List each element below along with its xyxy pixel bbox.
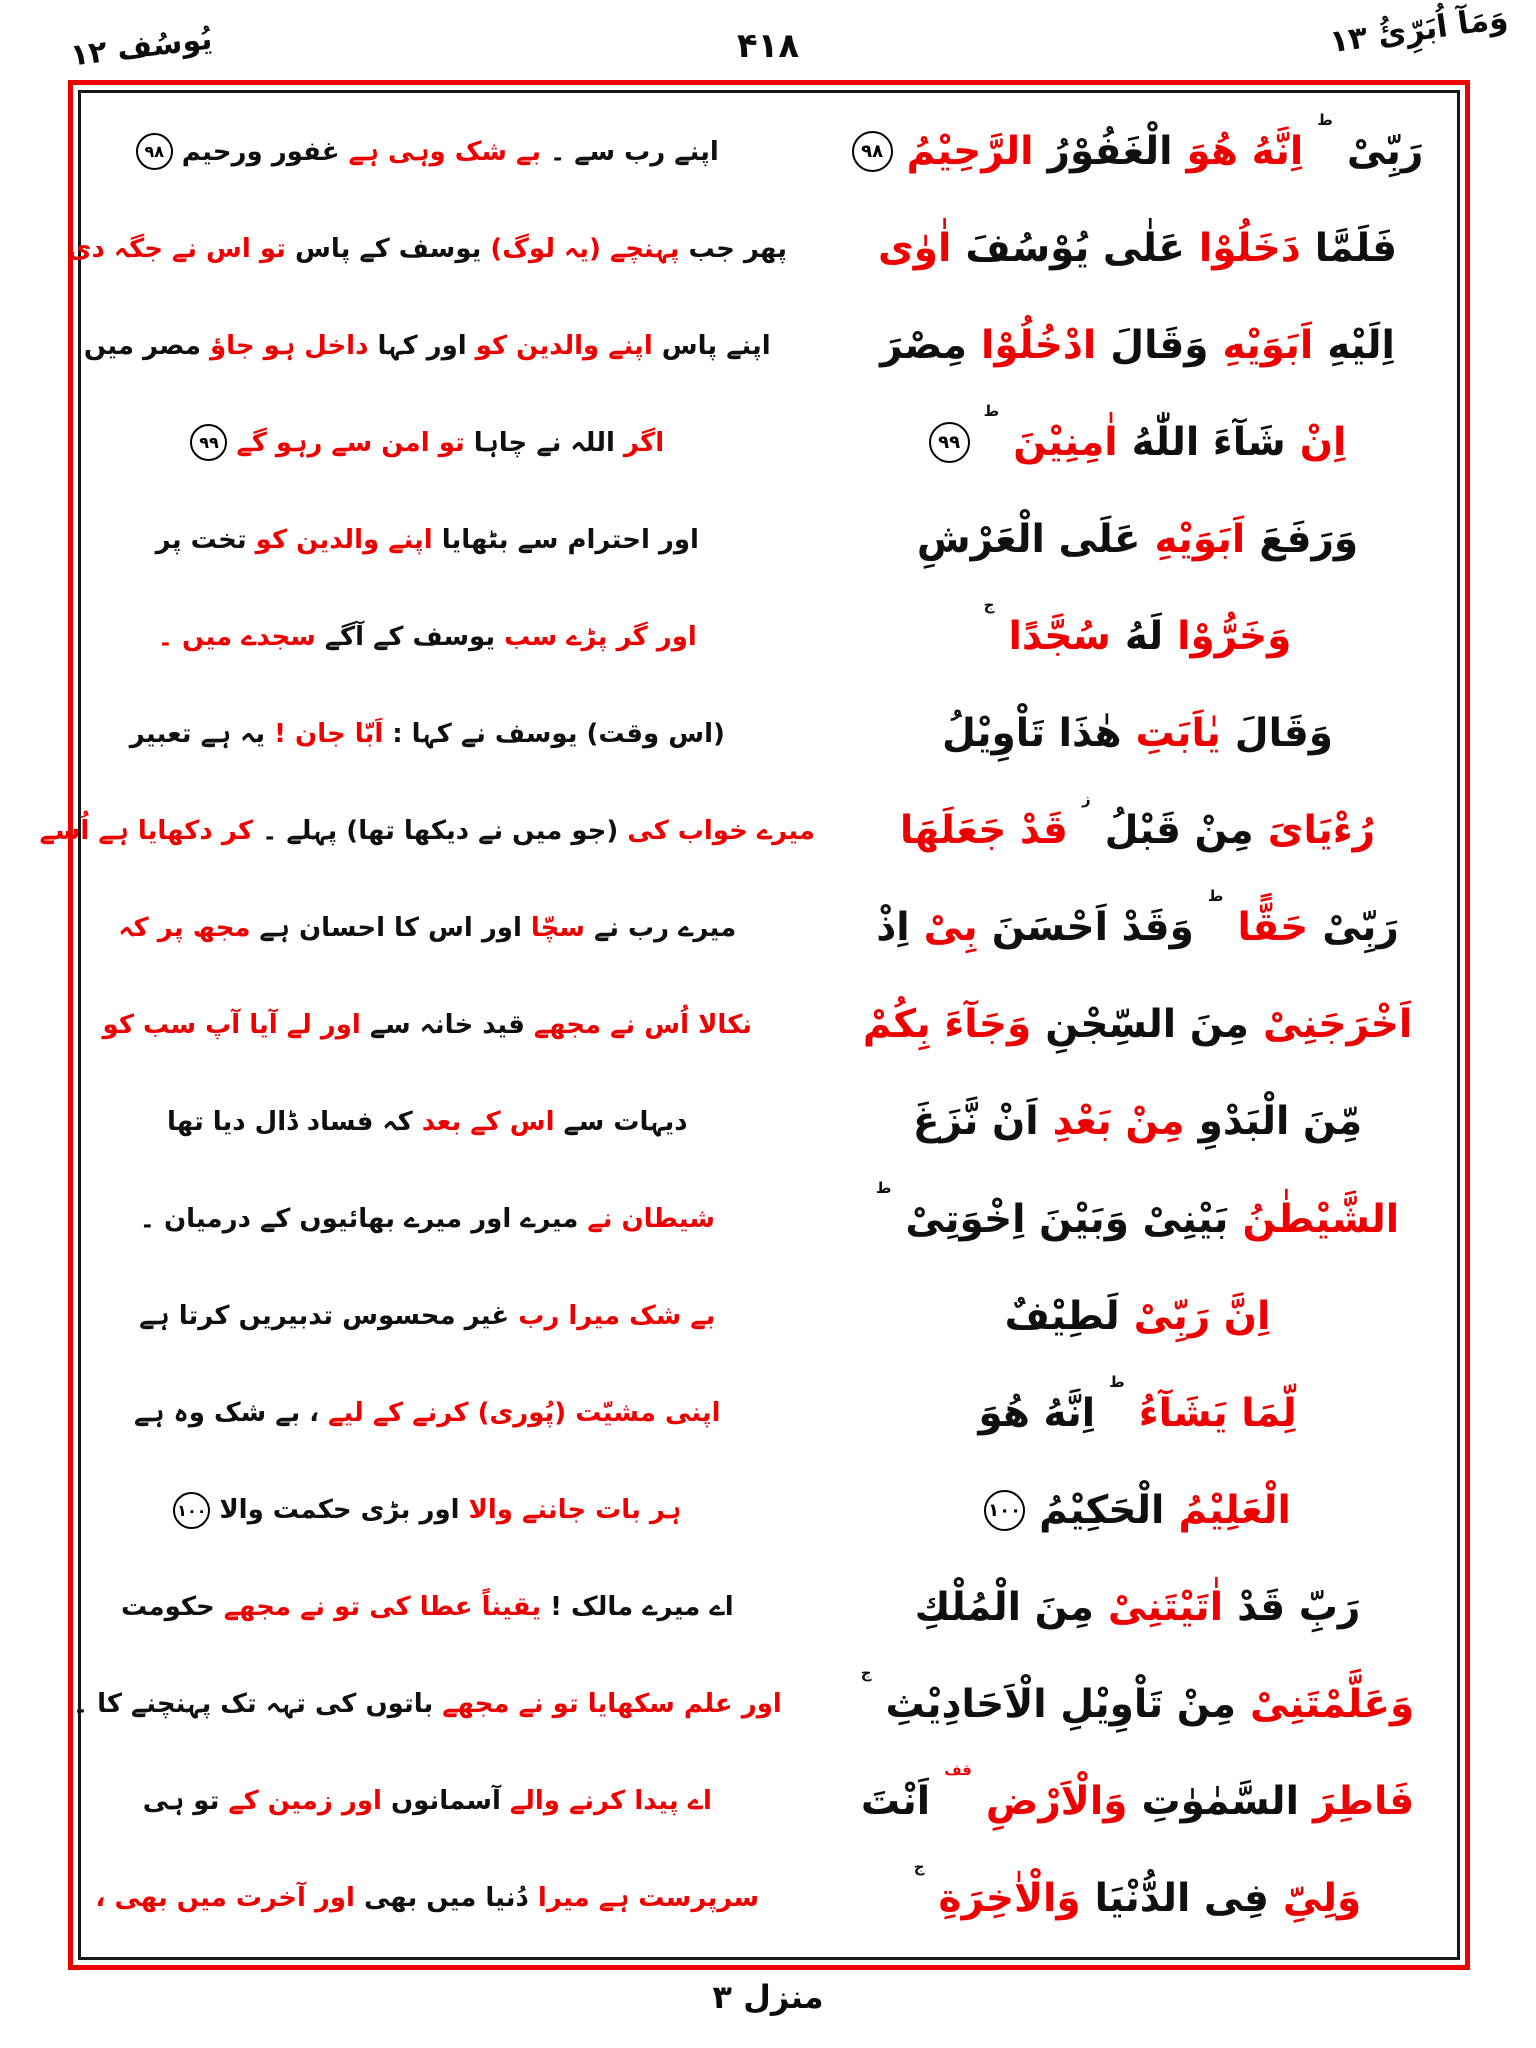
text-segment: اَنْتَ bbox=[860, 1778, 931, 1824]
text-segment: وَقَدْ اَحْسَنَ bbox=[991, 905, 1194, 951]
text-segment: وَالْاَرْضِ bbox=[985, 1778, 1128, 1824]
text-segment: رُءْیَایَ bbox=[1267, 808, 1376, 854]
urdu-translation-column bbox=[39, 103, 816, 1947]
page-number: ۴۱۸ bbox=[736, 26, 800, 66]
waqf-mark: قف bbox=[944, 1760, 972, 1779]
page-frame bbox=[39, 80, 1470, 1970]
surah-name-header: یُوسُف ۱۲ bbox=[68, 21, 214, 74]
arabic-verse-line bbox=[836, 1559, 1439, 1656]
urdu-translation-line bbox=[99, 1753, 756, 1850]
text-segment: مِنْ تَاْوِیْلِ الْاَحَادِیْثِ bbox=[885, 1681, 1237, 1727]
arabic-verse-line bbox=[836, 1850, 1439, 1947]
text-segment: غیر محسوس تدبیریں کرتا ہے bbox=[139, 1301, 510, 1332]
text-segment: (جو میں نے دیکھا تھا) پہلے ۔ bbox=[262, 815, 619, 846]
verse-number-badge: ۹۸ bbox=[852, 131, 893, 172]
urdu-translation-line bbox=[72, 1656, 782, 1753]
text-segment: رَبِّیْ bbox=[1322, 905, 1399, 951]
text-segment: شَآءَ اللّٰهُ bbox=[1131, 420, 1286, 466]
urdu-translation-line bbox=[99, 1462, 756, 1559]
urdu-translation-line bbox=[99, 1365, 756, 1462]
waqf-mark: ج bbox=[860, 1663, 872, 1682]
text-segment: تو امن سے رہو گے bbox=[236, 427, 465, 458]
arabic-verse-line bbox=[836, 879, 1439, 976]
text-segment: السَّمٰوٰتِ bbox=[1141, 1778, 1299, 1824]
text-segment: اِنَّهُ هُوَ bbox=[978, 1390, 1096, 1436]
text-segment: اللہ نے چاہا bbox=[473, 427, 615, 458]
text-segment: غفور ورحیم bbox=[181, 136, 340, 167]
text-segment: قَدْ جَعَلَهَا bbox=[899, 808, 1068, 854]
text-segment: اے میرے مالک ! bbox=[550, 1592, 734, 1623]
text-segment: اٰتَیْتَنِیْ bbox=[1107, 1584, 1224, 1630]
text-segment: اپنے والدین کو bbox=[475, 330, 653, 361]
text-segment: اور بڑی حکمت والا bbox=[219, 1495, 460, 1526]
text-segment: اَبّا جان ! bbox=[274, 718, 384, 749]
text-segment: میرے خواب کی bbox=[627, 815, 816, 846]
text-segment: میرے رب نے bbox=[593, 912, 737, 943]
text-segment: یوسف کے پاس bbox=[294, 233, 482, 264]
arabic-verse-line bbox=[836, 394, 1439, 491]
waqf-mark: ط bbox=[1317, 111, 1333, 129]
text-segment: یقیناً عطا کی تو نے مجھے bbox=[223, 1592, 542, 1623]
arabic-verse-line bbox=[836, 685, 1439, 782]
text-segment: اس کے بعد bbox=[421, 1106, 555, 1137]
text-segment: مِصْرَ bbox=[880, 323, 967, 369]
text-segment: اَبَوَیْهِ bbox=[1154, 517, 1246, 563]
verse-number-badge: ۱۰۰ bbox=[984, 1490, 1025, 1531]
text-segment: سرپرست ہے میرا bbox=[537, 1883, 760, 1914]
text-segment: اور زمین کے bbox=[228, 1786, 382, 1817]
text-segment: باتوں کی تہہ تک پہنچنے کا ۔ bbox=[72, 1689, 434, 1720]
text-segment: آسمانوں bbox=[390, 1786, 501, 1817]
arabic-verse-line bbox=[836, 1462, 1439, 1559]
arabic-verse-line bbox=[836, 1268, 1439, 1365]
text-segment: نکالا اُس نے مجھے bbox=[533, 1009, 753, 1040]
page-frame-inner bbox=[39, 90, 1460, 1960]
text-segment: لِّمَا یَشَآءُ bbox=[1138, 1390, 1297, 1436]
text-segment: فِی الدُّنْیَا bbox=[1094, 1875, 1269, 1921]
juz-name-header: وَمَآ اُبَرِّئُ ۱۳ bbox=[1326, 0, 1510, 61]
text-segment: وَجَآءَ بِكُمْ bbox=[862, 1002, 1032, 1048]
arabic-verse-line bbox=[836, 297, 1439, 394]
text-segment: اِذْ bbox=[876, 905, 910, 951]
verse-number-badge: ۹۹ bbox=[190, 424, 227, 461]
text-segment: اِنْ bbox=[1299, 420, 1347, 466]
text-segment: اٰوٰی bbox=[878, 226, 952, 272]
text-segment: شیطان نے bbox=[587, 1204, 715, 1235]
text-segment: لَهُ bbox=[1124, 614, 1164, 660]
text-segment: عَلَی الْعَرْشِ bbox=[916, 517, 1141, 563]
text-segment: یٰاَبَتِ bbox=[1135, 711, 1221, 757]
text-segment: مِنَ الْمُلْكِ bbox=[914, 1584, 1094, 1630]
text-segment: (اس وقت) یوسف نے کہا : bbox=[392, 718, 725, 749]
text-segment: اور لے آیا آپ سب کو bbox=[102, 1009, 361, 1040]
text-segment: اِنَّ رَبِّیْ bbox=[1133, 1293, 1271, 1339]
text-segment: اپنی مشیّت (پُوری) کرنے کے لیے bbox=[328, 1398, 721, 1429]
waqf-mark: ج bbox=[913, 1857, 925, 1876]
text-segment: اپنے والدین کو bbox=[255, 524, 433, 555]
text-segment: سُجَّدًا bbox=[1008, 614, 1111, 660]
text-segment: وَالْاٰخِرَةِ bbox=[938, 1875, 1081, 1921]
urdu-translation-line bbox=[95, 1850, 760, 1947]
text-segment: پھر جب bbox=[688, 233, 787, 264]
text-segment: اے پیدا کرنے والے bbox=[509, 1786, 712, 1817]
verse-number-badge: ۹۹ bbox=[929, 422, 970, 463]
waqf-mark: ط bbox=[983, 402, 1000, 421]
text-segment: تخت پر bbox=[155, 524, 247, 555]
text-segment: الْحَكِیْمُ bbox=[1039, 1487, 1165, 1533]
urdu-translation-line bbox=[99, 491, 756, 588]
text-segment: یہ ہے تعبیر bbox=[129, 718, 266, 749]
text-segment: اَنْ نَّزَغَ bbox=[912, 1099, 1039, 1145]
urdu-translation-line bbox=[99, 103, 756, 200]
arabic-verse-line bbox=[836, 1073, 1439, 1170]
text-segment: دَخَلُوْا bbox=[1198, 226, 1301, 272]
arabic-verse-line bbox=[836, 976, 1439, 1073]
text-segment: میرے اور میرے بھائیوں کے درمیان ۔ bbox=[139, 1204, 579, 1235]
text-segment: اگر bbox=[623, 427, 665, 458]
text-segment: الشَّیْطٰنُ bbox=[1242, 1196, 1400, 1242]
arabic-verse-line bbox=[836, 1171, 1439, 1268]
urdu-translation-line bbox=[99, 685, 756, 782]
text-segment: قید خانہ سے bbox=[369, 1009, 525, 1040]
text-segment: سچّا bbox=[530, 912, 585, 943]
text-segment: بے شک میرا رب bbox=[518, 1301, 716, 1332]
text-segment: الْعَلِیْمُ bbox=[1178, 1487, 1291, 1533]
verse-number-badge: ۹۸ bbox=[136, 133, 173, 170]
text-segment: الْغَفُوْرُ bbox=[1047, 129, 1173, 175]
text-segment: داخل ہو جاؤ bbox=[209, 330, 369, 361]
text-segment: اور احترام سے بٹھایا bbox=[441, 524, 699, 555]
urdu-translation-line bbox=[99, 588, 756, 685]
urdu-translation-line bbox=[99, 976, 756, 1073]
text-segment: ہر بات جاننے والا bbox=[468, 1495, 682, 1526]
text-segment: مِنَ السِّجْنِ bbox=[1045, 1002, 1249, 1048]
text-segment: هٰذَا تَاْوِیْلُ bbox=[942, 711, 1122, 757]
text-segment: مِّنَ الْبَدْوِ bbox=[1198, 1099, 1363, 1145]
text-segment: اٰمِنِیْنَ bbox=[1013, 420, 1118, 466]
text-segment: اپنے پاس bbox=[661, 330, 771, 361]
text-segment: ادْخُلُوْا bbox=[981, 323, 1097, 369]
text-segment: وَلِیِّ bbox=[1282, 1875, 1362, 1921]
arabic-verse-line bbox=[836, 103, 1439, 200]
arabic-verse-line bbox=[836, 782, 1439, 879]
manzil-footer: منزل ۳ bbox=[712, 1978, 824, 2016]
arabic-verse-line bbox=[836, 588, 1439, 685]
arabic-verse-line bbox=[836, 200, 1439, 297]
text-segment: الرَّحِیْمُ bbox=[906, 129, 1034, 175]
waqf-mark: ز bbox=[1081, 790, 1091, 809]
text-segment: حَقًّا bbox=[1237, 905, 1309, 951]
urdu-translation-line bbox=[67, 200, 787, 297]
text-segment: اور آخرت میں بھی ، bbox=[95, 1883, 355, 1914]
text-segment: اور علم سکھایا تو نے مجھے bbox=[442, 1689, 782, 1720]
text-segment: اِلَیْهِ bbox=[1327, 323, 1395, 369]
text-segment: پہنچے (یہ لوگ) bbox=[490, 233, 680, 264]
text-segment: اور اس کا احسان ہے bbox=[259, 912, 522, 943]
text-segment: یوسف کے آگے bbox=[324, 621, 496, 652]
text-segment: ، بے شک وہ ہے bbox=[134, 1398, 320, 1429]
urdu-translation-line bbox=[99, 1268, 756, 1365]
urdu-translation-line bbox=[99, 394, 756, 491]
arabic-verses-column bbox=[836, 103, 1439, 1947]
text-segment: وَخَرُّوْا bbox=[1177, 614, 1292, 660]
text-segment: کہ فساد ڈال دیا تھا bbox=[167, 1106, 413, 1137]
text-segment: بَیْنِیْ وَبَیْنَ اِخْوَتِیْ bbox=[905, 1196, 1229, 1242]
arabic-verse-line bbox=[836, 1753, 1439, 1850]
text-segment: فَاطِرَ bbox=[1312, 1778, 1415, 1824]
waqf-mark: ط bbox=[1207, 887, 1224, 906]
waqf-mark: ج bbox=[983, 596, 995, 615]
text-segment: اَخْرَجَنِیْ bbox=[1262, 1002, 1413, 1048]
text-segment: سجدے میں ۔ bbox=[157, 621, 316, 652]
urdu-translation-line bbox=[99, 1559, 756, 1656]
text-segment: رَبِّیْ bbox=[1346, 129, 1424, 175]
text-segment: مجھ پر کہ bbox=[118, 912, 251, 943]
urdu-translation-line bbox=[99, 1171, 756, 1268]
text-segment: اور کہا bbox=[377, 330, 467, 361]
urdu-translation-line bbox=[83, 297, 771, 394]
text-segment: تو ہی bbox=[142, 1786, 220, 1817]
waqf-mark: ط bbox=[1109, 1372, 1125, 1391]
text-segment: وَرَفَعَ bbox=[1259, 517, 1359, 563]
text-segment: دیہات سے bbox=[563, 1106, 688, 1137]
arabic-verse-line bbox=[836, 1365, 1439, 1462]
arabic-verse-line bbox=[836, 491, 1439, 588]
urdu-translation-line bbox=[99, 1073, 756, 1170]
text-segment: تو اس نے جگہ دی bbox=[67, 233, 286, 264]
text-segment: وَعَلَّمْتَنِیْ bbox=[1250, 1681, 1415, 1727]
text-segment: رَبِّ قَدْ bbox=[1237, 1584, 1361, 1630]
verse-number-badge: ۱۰۰ bbox=[173, 1492, 210, 1529]
urdu-translation-line bbox=[39, 782, 816, 879]
waqf-mark: ط bbox=[875, 1178, 892, 1197]
text-segment: کر دکھایا ہے اُسے bbox=[39, 815, 254, 846]
urdu-translation-line bbox=[99, 879, 756, 976]
text-segment: دُنیا میں بھی bbox=[363, 1883, 529, 1914]
text-segment: اِنَّهُ هُوَ bbox=[1186, 129, 1304, 175]
arabic-verse-line bbox=[836, 1656, 1439, 1753]
text-segment: بِیْ bbox=[923, 905, 978, 951]
text-segment: وَقَالَ bbox=[1234, 711, 1333, 757]
text-segment: مِنْ بَعْدِ bbox=[1052, 1099, 1185, 1145]
text-segment: بے شک وہی ہے bbox=[348, 136, 541, 167]
text-segment: مصر میں bbox=[83, 330, 201, 361]
text-segment: اپنے رب سے ۔ bbox=[549, 136, 719, 167]
text-segment: فَلَمَّا bbox=[1314, 226, 1397, 272]
text-segment: وَقَالَ bbox=[1110, 323, 1209, 369]
text-segment: حکومت bbox=[121, 1592, 215, 1623]
text-segment: اور گر پڑے سب bbox=[504, 621, 697, 652]
text-segment: مِنْ قَبْلُ bbox=[1104, 808, 1254, 854]
text-segment: اَبَوَیْهِ bbox=[1222, 323, 1314, 369]
text-segment: عَلٰی یُوْسُفَ bbox=[965, 226, 1185, 272]
text-segment: لَطِیْفٌ bbox=[1004, 1293, 1120, 1339]
